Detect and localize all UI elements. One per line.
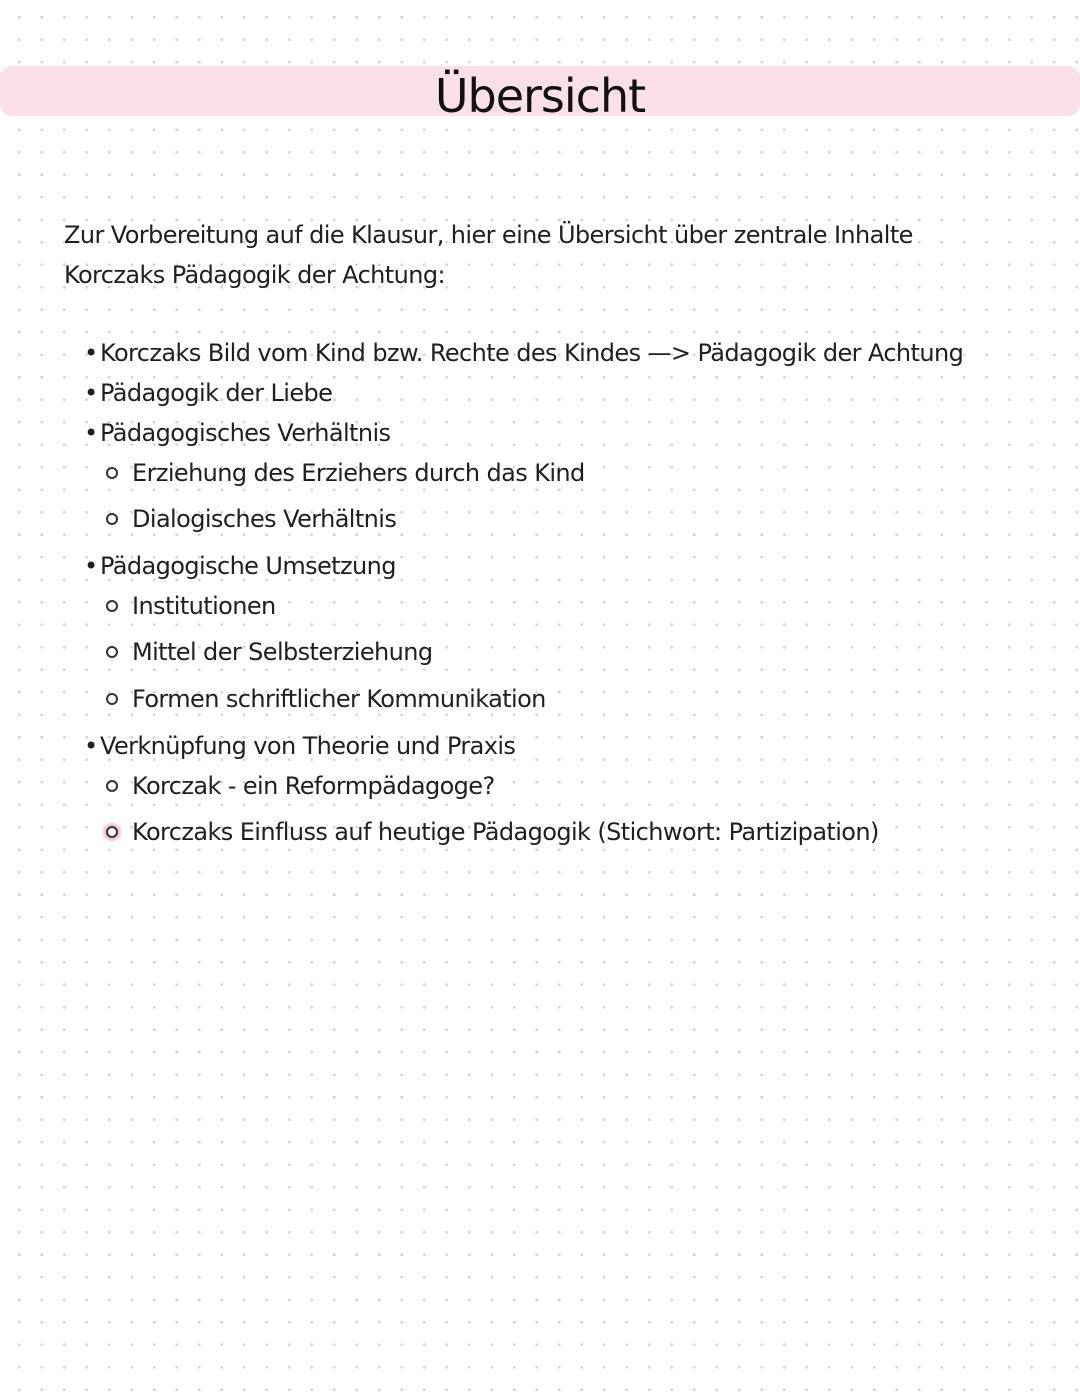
list-item-text: Pädagogik der Liebe: [100, 379, 333, 407]
circle-bullet-icon: [106, 646, 118, 658]
list-item-text: Erziehung des Erziehers durch das Kind: [132, 459, 585, 487]
circle-bullet-icon: [106, 513, 118, 525]
list-subitem: [106, 682, 546, 716]
list-item-text: Dialogisches Verhältnis: [132, 505, 397, 533]
list-item-text: Mittel der Selbsterziehung: [132, 638, 433, 666]
list-item-text: Korczak - ein Reformpädagoge?: [132, 772, 495, 800]
list-item: [84, 336, 963, 370]
list-subitem: [106, 502, 396, 536]
list-item-text: Pädagogische Umsetzung: [100, 552, 396, 580]
intro-paragraph: Zur Vorbereitung auf die Klausur, hier eine Übersicht über zentrale Inhalte Korczaks Pädagogik der Achtung:: [64, 221, 913, 289]
list-item-text: Korczaks Bild vom Kind bzw. Rechte des Kindes —> Pädagogik der Achtung: [100, 339, 964, 367]
list-item: [84, 549, 396, 583]
list-subitem: [106, 769, 495, 803]
list-item-text: Formen schriftlicher Kommunikation: [132, 685, 546, 713]
list-item: [84, 376, 332, 410]
list-subitem: [106, 456, 585, 490]
page-title: Übersicht: [434, 69, 646, 123]
list-item-text: Pädagogisches Verhältnis: [100, 419, 391, 447]
bullet-dot-icon: •: [84, 732, 98, 760]
circle-bullet-icon: [106, 693, 118, 705]
bullet-dot-icon: •: [84, 552, 98, 580]
list-subitem: [106, 815, 879, 849]
bullet-dot-icon: •: [84, 419, 98, 447]
list-item: [84, 416, 390, 450]
list-subitem: [106, 635, 433, 669]
list-item-text: Korczaks Einfluss auf heutige Pädagogik (Stichwort: Partizipation): [132, 818, 879, 846]
bullet-dot-icon: •: [84, 379, 98, 407]
circle-bullet-icon: [106, 780, 118, 792]
circle-bullet-icon: [106, 467, 118, 479]
list-item-text: Verknüpfung von Theorie und Praxis: [100, 732, 516, 760]
list-subitem: [106, 589, 276, 623]
circle-bullet-icon: [106, 826, 118, 838]
bullet-dot-icon: •: [84, 339, 98, 367]
circle-bullet-icon: [106, 600, 118, 612]
list-item: [84, 729, 515, 763]
list-item-text: Institutionen: [132, 592, 276, 620]
